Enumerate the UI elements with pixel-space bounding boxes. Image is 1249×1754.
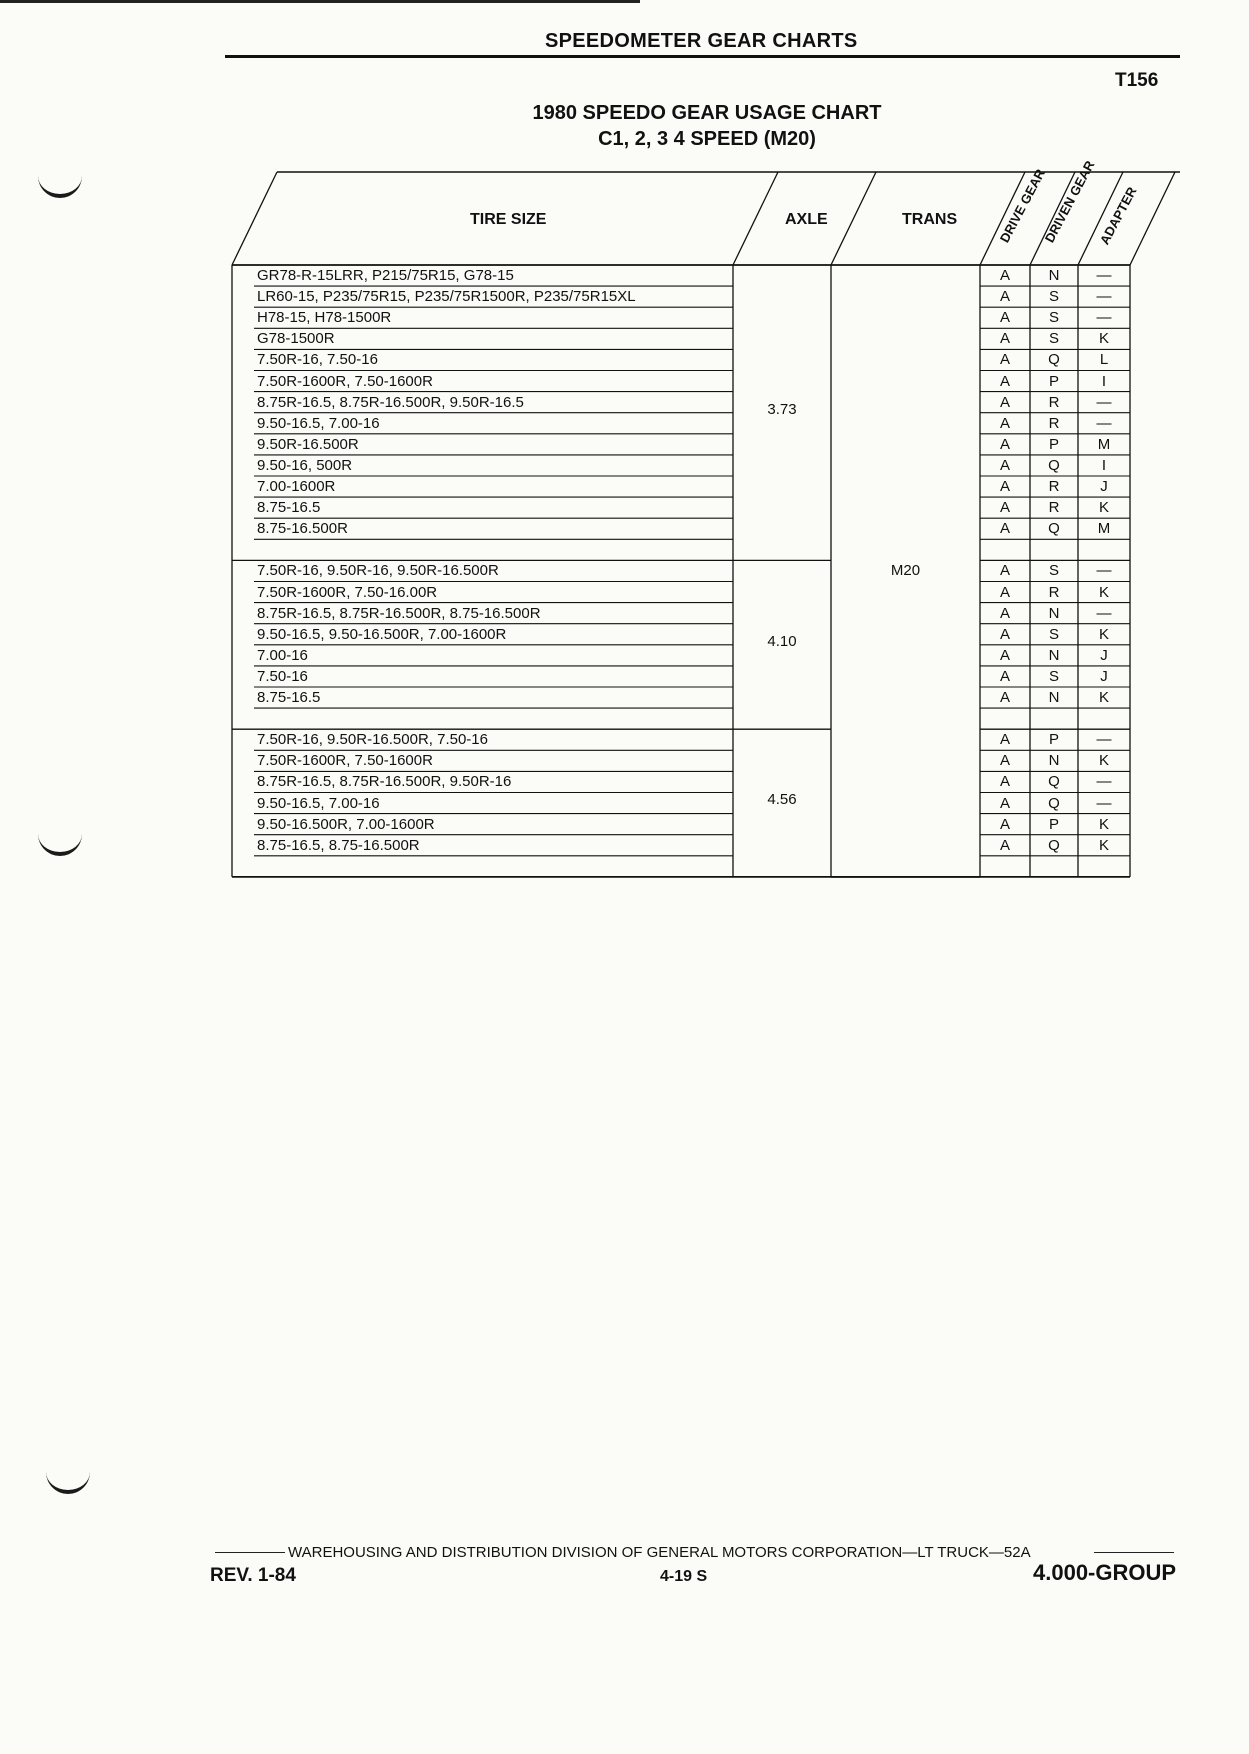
tire-size-cell: 9.50-16.5, 7.00-16 (257, 414, 380, 432)
drive-gear-cell: A (999, 583, 1010, 601)
driven-gear-cell: S (1048, 330, 1059, 348)
driven-gear-cell: S (1048, 667, 1059, 685)
col-head-axle: AXLE (785, 211, 828, 228)
drive-gear-cell: A (999, 646, 1010, 664)
tire-size-cell: 7.00-16 (257, 646, 308, 664)
col-head-drive-gear: DRIVE GEAR (996, 166, 1048, 245)
tire-size-cell: 7.50R-1600R, 7.50-16.00R (257, 583, 438, 601)
binder-hole-mark (46, 1468, 90, 1494)
adapter-gear-cell: I (1101, 372, 1107, 390)
revision: REV. 1-84 (210, 1565, 296, 1586)
col-head-tire-size: TIRE SIZE (470, 211, 547, 228)
driven-gear-cell: S (1048, 309, 1059, 327)
drive-gear-cell: A (999, 330, 1010, 348)
driven-gear-cell: R (1048, 478, 1060, 495)
header-slant (1130, 172, 1175, 265)
col-head-trans: TRANS (902, 211, 958, 228)
tire-size-cell: H78-15, H78-1500R (257, 309, 392, 327)
driven-gear-cell: S (1048, 562, 1059, 580)
adapter-gear-cell: — (1096, 288, 1112, 306)
adapter-gear-cell: — (1096, 309, 1112, 327)
axle-ratio-cell: 4.56 (767, 791, 797, 809)
tire-size-cell: 9.50-16.500R, 7.00-1600R (257, 815, 435, 833)
drive-gear-cell: A (999, 478, 1010, 495)
adapter-gear-cell: M (1097, 520, 1111, 538)
drive-gear-cell: A (999, 794, 1010, 812)
tire-size-cell: 8.75-16.5, 8.75-16.500R (257, 836, 420, 854)
drive-gear-cell: A (999, 372, 1010, 390)
adapter-gear-cell: M (1097, 435, 1111, 453)
drive-gear-cell: A (999, 562, 1010, 580)
chart-title-line2: C1, 2, 3 4 SPEED (M20) (598, 128, 816, 150)
adapter-gear-cell: K (1098, 815, 1109, 833)
adapter-gear-cell: K (1098, 330, 1109, 348)
footer-rule-right (1094, 1552, 1174, 1553)
drive-gear-cell: A (999, 267, 1010, 284)
driven-gear-cell: R (1048, 499, 1060, 517)
adapter-gear-cell: K (1098, 625, 1109, 643)
tire-size-cell: GR78-R-15LRR, P215/75R15, G78-15 (257, 267, 514, 284)
adapter-gear-cell: — (1096, 604, 1112, 622)
header-slant (232, 172, 277, 265)
driven-gear-cell: R (1048, 414, 1060, 432)
adapter-gear-cell: K (1098, 583, 1109, 601)
col-head-driven-gear: DRIVEN GEAR (1041, 158, 1098, 245)
drive-gear-cell: A (999, 604, 1010, 622)
driven-gear-cell: P (1048, 815, 1059, 833)
adapter-gear-cell: — (1096, 731, 1112, 749)
driven-gear-cell: P (1048, 372, 1059, 390)
tire-size-cell: 7.00-1600R (257, 478, 336, 495)
drive-gear-cell: A (999, 414, 1010, 432)
group-number: 4.000-GROUP (1033, 1560, 1177, 1585)
drive-gear-cell: A (999, 625, 1010, 643)
tire-size-cell: 8.75-16.500R (257, 520, 348, 538)
adapter-gear-cell: — (1096, 794, 1112, 812)
drive-gear-cell: A (999, 836, 1010, 854)
driven-gear-cell: R (1048, 393, 1060, 411)
adapter-gear-cell: I (1101, 456, 1107, 474)
section-title: SPEEDOMETER GEAR CHARTS (545, 30, 858, 52)
page-code: T156 (1115, 70, 1159, 91)
adapter-gear-cell: — (1096, 773, 1112, 791)
driven-gear-cell: N (1048, 646, 1060, 664)
header-slant (831, 172, 876, 265)
footer-rule-left (215, 1552, 285, 1553)
tire-size-cell: 8.75R-16.5, 8.75R-16.500R, 9.50R-16 (257, 773, 512, 791)
driven-gear-cell: P (1048, 731, 1059, 749)
axle-ratio-cell: 4.10 (767, 632, 797, 650)
tire-size-cell: 7.50-16 (257, 667, 308, 685)
tire-size-cell: 8.75-16.5 (257, 689, 321, 706)
tire-size-cell: G78-1500R (257, 330, 335, 348)
adapter-gear-cell: L (1099, 351, 1109, 369)
drive-gear-cell: A (999, 435, 1010, 453)
axle-ratio-cell: 3.73 (767, 400, 797, 418)
driven-gear-cell: P (1048, 435, 1059, 453)
driven-gear-cell: N (1048, 689, 1060, 706)
tire-size-cell: 8.75R-16.5, 8.75R-16.500R, 9.50R-16.5 (257, 393, 524, 411)
adapter-gear-cell: — (1096, 393, 1112, 411)
drive-gear-cell: A (999, 456, 1010, 474)
drive-gear-cell: A (999, 667, 1010, 685)
drive-gear-cell: A (999, 773, 1010, 791)
driven-gear-cell: Q (1048, 351, 1060, 369)
footer-line: WAREHOUSING AND DISTRIBUTION DIVISION OF GENERAL MOTORS CORPORATION—LT TRUCK—52A (288, 1544, 1031, 1561)
driven-gear-cell: N (1048, 752, 1060, 770)
col-head-adapter: ADAPTER (1096, 184, 1140, 247)
drive-gear-cell: A (999, 689, 1010, 706)
tire-size-cell: LR60-15, P235/75R15, P235/75R1500R, P235/75R15XL (257, 288, 636, 306)
tire-size-cell: 8.75-16.5 (257, 499, 321, 517)
tire-size-cell: 9.50-16.5, 9.50-16.500R, 7.00-1600R (257, 625, 507, 643)
header-slant (733, 172, 778, 265)
tire-size-cell: 8.75R-16.5, 8.75R-16.500R, 8.75-16.500R (257, 604, 541, 622)
tire-size-cell: 7.50R-1600R, 7.50-1600R (257, 372, 433, 390)
trans-cell: M20 (890, 562, 921, 580)
tire-size-cell: 7.50R-1600R, 7.50-1600R (257, 752, 433, 770)
tire-size-cell: 9.50R-16.500R (257, 435, 359, 453)
tire-size-cell: 9.50-16.5, 7.00-16 (257, 794, 380, 812)
driven-gear-cell: Q (1048, 773, 1060, 791)
drive-gear-cell: A (999, 393, 1010, 411)
adapter-gear-cell: — (1096, 414, 1112, 432)
tire-size-cell: 7.50R-16, 9.50R-16.500R, 7.50-16 (257, 731, 488, 749)
driven-gear-cell: N (1048, 267, 1060, 284)
adapter-gear-cell: — (1096, 562, 1112, 580)
adapter-gear-cell: K (1098, 689, 1109, 706)
tire-size-cell: 9.50-16, 500R (257, 456, 353, 474)
drive-gear-cell: A (999, 499, 1010, 517)
adapter-gear-cell: K (1098, 752, 1109, 770)
adapter-gear-cell: — (1096, 267, 1112, 284)
adapter-gear-cell: J (1100, 646, 1108, 664)
driven-gear-cell: N (1048, 604, 1060, 622)
tire-size-cell: 7.50R-16, 9.50R-16, 9.50R-16.500R (257, 562, 499, 580)
driven-gear-cell: S (1048, 625, 1059, 643)
adapter-gear-cell: J (1100, 667, 1108, 685)
adapter-gear-cell: K (1098, 836, 1109, 854)
driven-gear-cell: R (1048, 583, 1060, 601)
page-number: 4-19 S (660, 1568, 708, 1585)
driven-gear-cell: Q (1048, 520, 1060, 538)
drive-gear-cell: A (999, 351, 1010, 369)
driven-gear-cell: S (1048, 288, 1059, 306)
driven-gear-cell: Q (1048, 836, 1060, 854)
drive-gear-cell: A (999, 815, 1010, 833)
tire-size-cell: 7.50R-16, 7.50-16 (257, 351, 378, 369)
drive-gear-cell: A (999, 731, 1010, 749)
adapter-gear-cell: J (1100, 478, 1108, 495)
drive-gear-cell: A (999, 520, 1010, 538)
driven-gear-cell: Q (1048, 794, 1060, 812)
drive-gear-cell: A (999, 288, 1010, 306)
chart-title-line1: 1980 SPEEDO GEAR USAGE CHART (532, 102, 882, 124)
adapter-gear-cell: K (1098, 499, 1109, 517)
driven-gear-cell: Q (1048, 456, 1060, 474)
drive-gear-cell: A (999, 752, 1010, 770)
drive-gear-cell: A (999, 309, 1010, 327)
